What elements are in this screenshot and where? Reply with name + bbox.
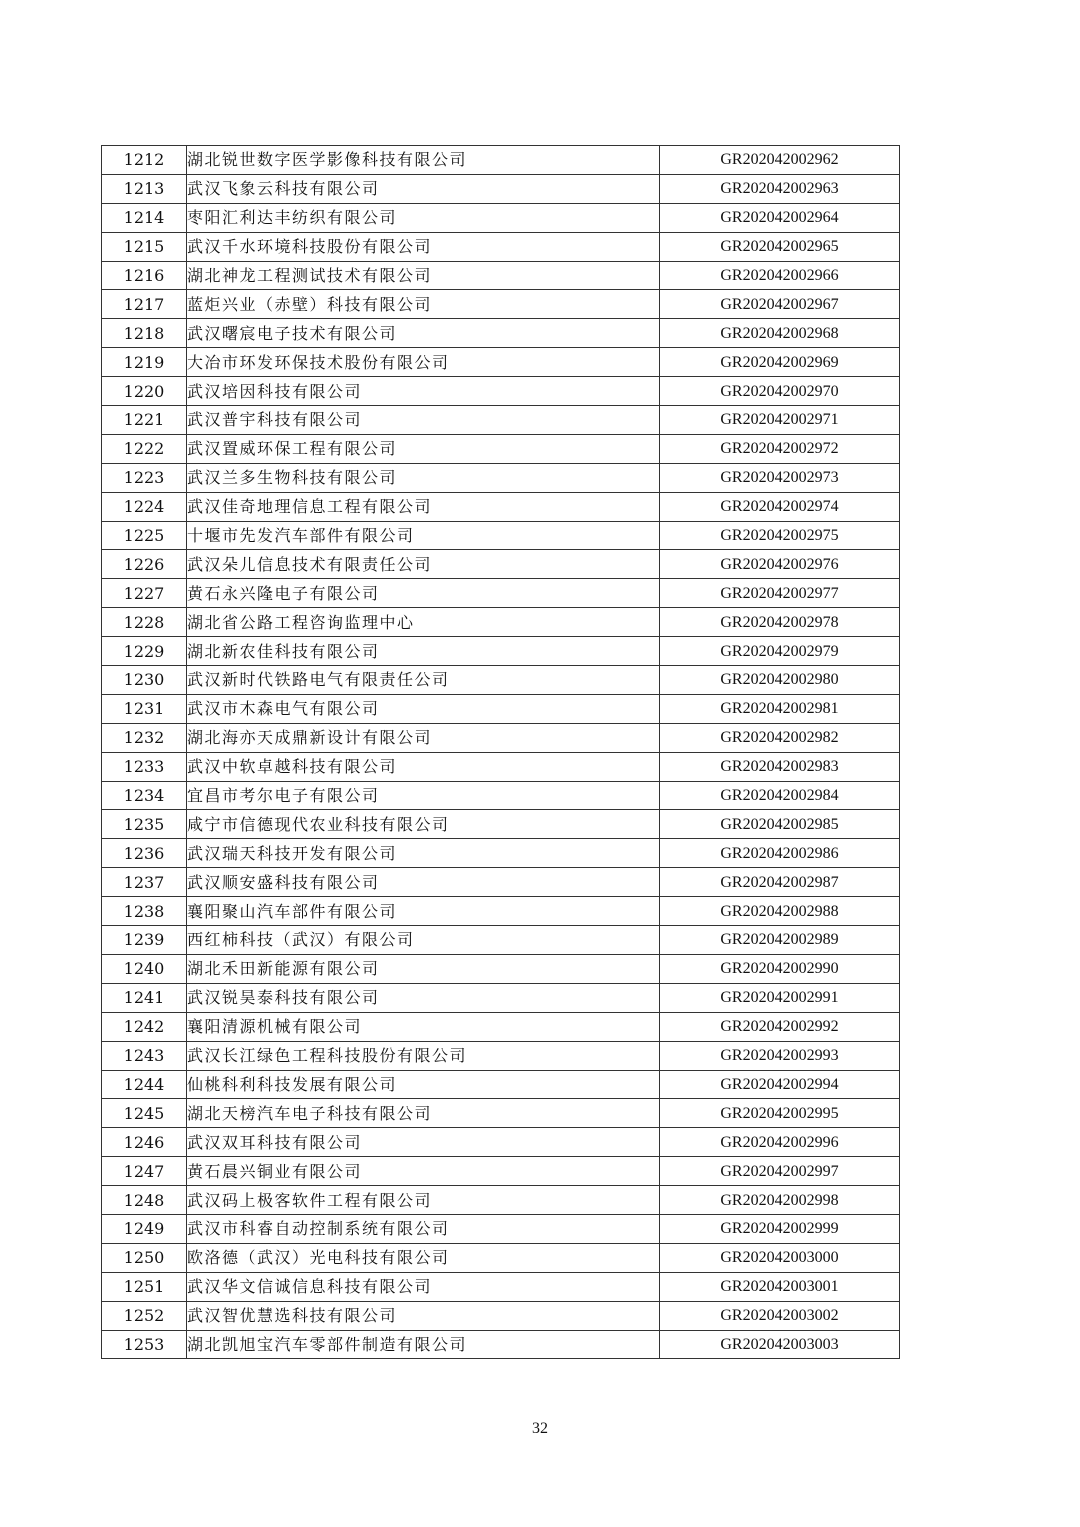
table-row [102,1301,900,1330]
table-row [102,550,900,579]
certificate-number: GR202042003001 [660,1272,900,1301]
table-row [102,521,900,550]
row-number: 1236 [102,839,187,868]
row-number: 1232 [102,723,187,752]
certificate-number: GR202042002997 [660,1157,900,1186]
row-number: 1247 [102,1157,187,1186]
company-name: 宜昌市考尔电子有限公司 [187,781,660,810]
certificate-number: GR202042002968 [660,319,900,348]
company-name: 武汉佳奇地理信息工程有限公司 [187,492,660,521]
row-number: 1223 [102,463,187,492]
company-name: 武汉飞象云科技有限公司 [187,174,660,203]
company-name: 武汉朵儿信息技术有限责任公司 [187,550,660,579]
table-row [102,666,900,695]
table-row [102,1157,900,1186]
table-row [102,1186,900,1215]
company-name: 湖北天榜汽车电子科技有限公司 [187,1099,660,1128]
company-name: 武汉兰多生物科技有限公司 [187,463,660,492]
row-number: 1220 [102,377,187,406]
row-number: 1233 [102,752,187,781]
row-number: 1225 [102,521,187,550]
certificate-number: GR202042003003 [660,1330,900,1359]
table-row [102,261,900,290]
table-row [102,839,900,868]
certificate-number: GR202042002962 [660,146,900,175]
row-number: 1244 [102,1070,187,1099]
table-row [102,752,900,781]
table-row [102,1330,900,1359]
row-number: 1241 [102,983,187,1012]
company-name: 黄石晨兴铜业有限公司 [187,1157,660,1186]
certificate-number: GR202042002986 [660,839,900,868]
certificate-number: GR202042002998 [660,1186,900,1215]
table-row [102,1272,900,1301]
row-number: 1240 [102,954,187,983]
row-number: 1221 [102,406,187,435]
row-number: 1250 [102,1243,187,1272]
row-number: 1252 [102,1301,187,1330]
company-name: 湖北海亦天成鼎新设计有限公司 [187,723,660,752]
table-row [102,492,900,521]
certificate-number: GR202042002992 [660,1012,900,1041]
row-number: 1216 [102,261,187,290]
row-number: 1249 [102,1214,187,1243]
table-row [102,897,900,926]
company-name: 武汉培因科技有限公司 [187,377,660,406]
company-name: 武汉置威环保工程有限公司 [187,434,660,463]
table-row [102,781,900,810]
certificate-number: GR202042002977 [660,579,900,608]
company-name: 湖北神龙工程测试技术有限公司 [187,261,660,290]
row-number: 1214 [102,203,187,232]
certificate-number: GR202042002974 [660,492,900,521]
certificate-number: GR202042002984 [660,781,900,810]
certificate-number: GR202042002969 [660,348,900,377]
company-name: 武汉瑞天科技开发有限公司 [187,839,660,868]
company-name: 仙桃科利科技发展有限公司 [187,1070,660,1099]
certificate-number: GR202042002970 [660,377,900,406]
table-row [102,1099,900,1128]
certificate-number: GR202042002985 [660,810,900,839]
table-row [102,1214,900,1243]
table-row [102,1070,900,1099]
row-number: 1224 [102,492,187,521]
certificate-number: GR202042002978 [660,608,900,637]
row-number: 1234 [102,781,187,810]
certificate-number: GR202042002996 [660,1128,900,1157]
row-number: 1222 [102,434,187,463]
table-row [102,232,900,261]
table-row [102,694,900,723]
table-row [102,983,900,1012]
certificate-number: GR202042002999 [660,1214,900,1243]
table-row [102,868,900,897]
certificate-number: GR202042002989 [660,926,900,955]
table-body [102,146,900,1359]
certificate-number: GR202042002966 [660,261,900,290]
company-name: 黄石永兴隆电子有限公司 [187,579,660,608]
company-name: 武汉华文信诚信息科技有限公司 [187,1272,660,1301]
table-row [102,579,900,608]
row-number: 1251 [102,1272,187,1301]
row-number: 1215 [102,232,187,261]
certificate-number: GR202042003002 [660,1301,900,1330]
certificate-number: GR202042002983 [660,752,900,781]
company-name: 枣阳汇利达丰纺织有限公司 [187,203,660,232]
company-name: 襄阳聚山汽车部件有限公司 [187,897,660,926]
row-number: 1218 [102,319,187,348]
company-name: 武汉中软卓越科技有限公司 [187,752,660,781]
table-row [102,1243,900,1272]
company-name: 欧洛德（武汉）光电科技有限公司 [187,1243,660,1272]
table-row [102,463,900,492]
table-row [102,290,900,319]
company-name: 湖北新农佳科技有限公司 [187,637,660,666]
row-number: 1242 [102,1012,187,1041]
table-row [102,926,900,955]
company-name: 十堰市先发汽车部件有限公司 [187,521,660,550]
row-number: 1235 [102,810,187,839]
company-name: 武汉顺安盛科技有限公司 [187,868,660,897]
table-row [102,146,900,175]
table-row [102,954,900,983]
row-number: 1226 [102,550,187,579]
table-row [102,1041,900,1070]
company-name: 湖北省公路工程咨询监理中心 [187,608,660,637]
row-number: 1245 [102,1099,187,1128]
company-name: 武汉双耳科技有限公司 [187,1128,660,1157]
row-number: 1228 [102,608,187,637]
row-number: 1246 [102,1128,187,1157]
certificate-number: GR202042002975 [660,521,900,550]
row-number: 1227 [102,579,187,608]
company-name: 武汉曙宸电子技术有限公司 [187,319,660,348]
table-row [102,1012,900,1041]
certificate-number: GR202042002982 [660,723,900,752]
certificate-number: GR202042002972 [660,434,900,463]
certificate-number: GR202042002980 [660,666,900,695]
row-number: 1237 [102,868,187,897]
row-number: 1231 [102,694,187,723]
company-name: 武汉锐昊泰科技有限公司 [187,983,660,1012]
company-name: 武汉码上极客软件工程有限公司 [187,1186,660,1215]
company-name: 西红柿科技（武汉）有限公司 [187,926,660,955]
table-row [102,319,900,348]
certificate-number: GR202042002991 [660,983,900,1012]
company-name: 武汉普宇科技有限公司 [187,406,660,435]
table-row [102,406,900,435]
row-number: 1239 [102,926,187,955]
certificate-number: GR202042002987 [660,868,900,897]
certificate-number: GR202042002976 [660,550,900,579]
company-name: 武汉长江绿色工程科技股份有限公司 [187,1041,660,1070]
row-number: 1253 [102,1330,187,1359]
certificate-number: GR202042002993 [660,1041,900,1070]
table-row [102,637,900,666]
company-certificate-table [101,145,900,1359]
certificate-number: GR202042002971 [660,406,900,435]
table-row [102,810,900,839]
row-number: 1229 [102,637,187,666]
certificate-number: GR202042002981 [660,694,900,723]
page-number: 32 [532,1420,548,1437]
company-name: 襄阳清源机械有限公司 [187,1012,660,1041]
company-name: 湖北凯旭宝汽车零部件制造有限公司 [187,1330,660,1359]
certificate-number: GR202042002964 [660,203,900,232]
certificate-number: GR202042002988 [660,897,900,926]
company-name: 蓝炬兴业（赤壁）科技有限公司 [187,290,660,319]
row-number: 1217 [102,290,187,319]
company-name: 武汉市科睿自动控制系统有限公司 [187,1214,660,1243]
table-row [102,608,900,637]
table-row [102,434,900,463]
certificate-number: GR202042003000 [660,1243,900,1272]
certificate-number: GR202042002990 [660,954,900,983]
company-name: 湖北锐世数字医学影像科技有限公司 [187,146,660,175]
row-number: 1243 [102,1041,187,1070]
certificate-number: GR202042002963 [660,174,900,203]
company-name: 武汉智优慧选科技有限公司 [187,1301,660,1330]
row-number: 1238 [102,897,187,926]
row-number: 1248 [102,1186,187,1215]
company-name: 武汉新时代铁路电气有限责任公司 [187,666,660,695]
table-row [102,377,900,406]
certificate-number: GR202042002979 [660,637,900,666]
certificate-number: GR202042002973 [660,463,900,492]
company-name: 武汉市木森电气有限公司 [187,694,660,723]
certificate-number: GR202042002994 [660,1070,900,1099]
table-row [102,1128,900,1157]
certificate-number: GR202042002967 [660,290,900,319]
certificate-number: GR202042002995 [660,1099,900,1128]
table-row [102,174,900,203]
table-row [102,348,900,377]
row-number: 1213 [102,174,187,203]
company-name: 湖北禾田新能源有限公司 [187,954,660,983]
table-row [102,723,900,752]
certificate-number: GR202042002965 [660,232,900,261]
row-number: 1219 [102,348,187,377]
company-name: 大冶市环发环保技术股份有限公司 [187,348,660,377]
row-number: 1230 [102,666,187,695]
row-number: 1212 [102,146,187,175]
company-name: 武汉千水环境科技股份有限公司 [187,232,660,261]
table-row [102,203,900,232]
company-name: 咸宁市信德现代农业科技有限公司 [187,810,660,839]
